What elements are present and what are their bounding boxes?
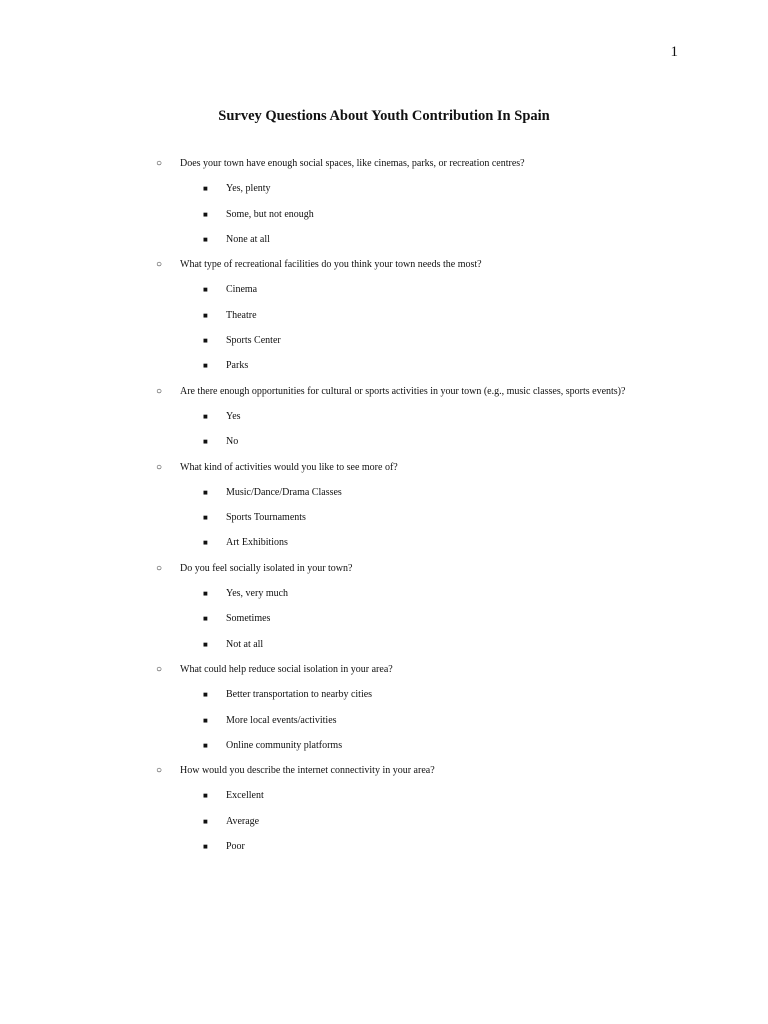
hollow-circle-bullet-icon: ○ [156, 765, 163, 777]
option-text: Sports Center [226, 335, 281, 347]
option-text: Not at all [226, 638, 264, 650]
option-text: Theatre [226, 309, 257, 321]
question-text: Do you feel socially isolated in your town? [180, 562, 353, 574]
option-text: Sports Tournaments [226, 512, 306, 524]
square-bullet-icon: ■ [203, 589, 208, 599]
answer-option [0, 836, 768, 861]
question-text: What type of recreational facilities do you think your town needs the most? [180, 259, 482, 271]
square-bullet-icon: ■ [203, 336, 208, 346]
square-bullet-icon: ■ [203, 791, 208, 801]
hollow-circle-bullet-icon: ○ [156, 158, 163, 169]
option-text: Poor [226, 841, 245, 853]
answer-option [0, 431, 768, 456]
option-text: Yes, plenty [226, 183, 271, 195]
answer-option [0, 406, 768, 431]
square-bullet-icon: ■ [203, 310, 208, 320]
answer-option [0, 710, 768, 735]
answer-option [0, 204, 768, 229]
option-text: Better transportation to nearby cities [226, 689, 373, 701]
answer-option [0, 507, 768, 532]
option-text: No [226, 436, 239, 448]
answer-option [0, 532, 768, 557]
survey-question [0, 153, 768, 178]
answer-option [0, 785, 768, 810]
option-text: Online community platforms [226, 739, 343, 751]
option-text: Excellent [226, 790, 264, 802]
square-bullet-icon: ■ [203, 690, 208, 700]
answer-option [0, 178, 768, 203]
square-bullet-icon: ■ [203, 715, 208, 725]
answer-option [0, 279, 768, 304]
answer-option [0, 684, 768, 709]
answer-option [0, 608, 768, 633]
square-bullet-icon: ■ [203, 234, 208, 244]
square-bullet-icon: ■ [203, 285, 208, 295]
option-text: Average [226, 815, 260, 827]
square-bullet-icon: ■ [203, 538, 208, 548]
option-text: Cinema [226, 284, 258, 296]
option-text: Yes [226, 410, 241, 422]
square-bullet-icon: ■ [203, 437, 208, 447]
option-text: Art Exhibitions [226, 537, 288, 549]
survey-question-list [0, 153, 768, 861]
square-bullet-icon: ■ [203, 513, 208, 523]
question-text: Are there enough opportunities for cultural or sports activities in your town (e.g., music classes, sports events)? [180, 385, 626, 397]
question-text: What kind of activities would you like to see more of? [180, 461, 398, 473]
option-text: Music/Dance/Drama Classes [226, 486, 342, 498]
square-bullet-icon: ■ [203, 740, 208, 750]
answer-option [0, 583, 768, 608]
page-title: Survey Questions About Youth Contribution In Spain [218, 108, 550, 124]
answer-option [0, 811, 768, 836]
hollow-circle-bullet-icon: ○ [156, 461, 163, 473]
hollow-circle-bullet-icon: ○ [156, 562, 163, 574]
square-bullet-icon: ■ [203, 209, 208, 219]
option-text: Parks [226, 360, 249, 372]
square-bullet-icon: ■ [203, 614, 208, 624]
answer-option [0, 735, 768, 760]
square-bullet-icon: ■ [203, 411, 208, 421]
answer-option [0, 330, 768, 355]
answer-option [0, 634, 768, 659]
option-text: Sometimes [226, 613, 271, 625]
answer-option [0, 355, 768, 380]
question-text: What could help reduce social isolation in your area? [180, 663, 393, 675]
question-text: Does your town have enough social spaces, like cinemas, parks, or recreation centres? [180, 158, 525, 169]
survey-question [0, 254, 768, 279]
square-bullet-icon: ■ [203, 816, 208, 826]
option-text: Some, but not enough [226, 208, 314, 220]
survey-question [0, 760, 768, 785]
answer-option [0, 305, 768, 330]
survey-question [0, 659, 768, 684]
square-bullet-icon: ■ [203, 361, 208, 371]
hollow-circle-bullet-icon: ○ [156, 259, 163, 271]
option-text: None at all [226, 233, 270, 245]
square-bullet-icon: ■ [203, 639, 208, 649]
question-text: How would you describe the internet connectivity in your area? [180, 765, 435, 777]
answer-option [0, 229, 768, 254]
survey-question [0, 457, 768, 482]
option-text: Yes, very much [226, 588, 289, 600]
answer-option [0, 482, 768, 507]
square-bullet-icon: ■ [203, 487, 208, 497]
hollow-circle-bullet-icon: ○ [156, 663, 163, 675]
option-text: More local events/activities [226, 714, 337, 726]
page-number: 1 [670, 44, 678, 60]
survey-question [0, 381, 768, 406]
square-bullet-icon: ■ [203, 842, 208, 852]
square-bullet-icon: ■ [203, 184, 208, 194]
hollow-circle-bullet-icon: ○ [156, 385, 163, 397]
survey-question [0, 558, 768, 583]
